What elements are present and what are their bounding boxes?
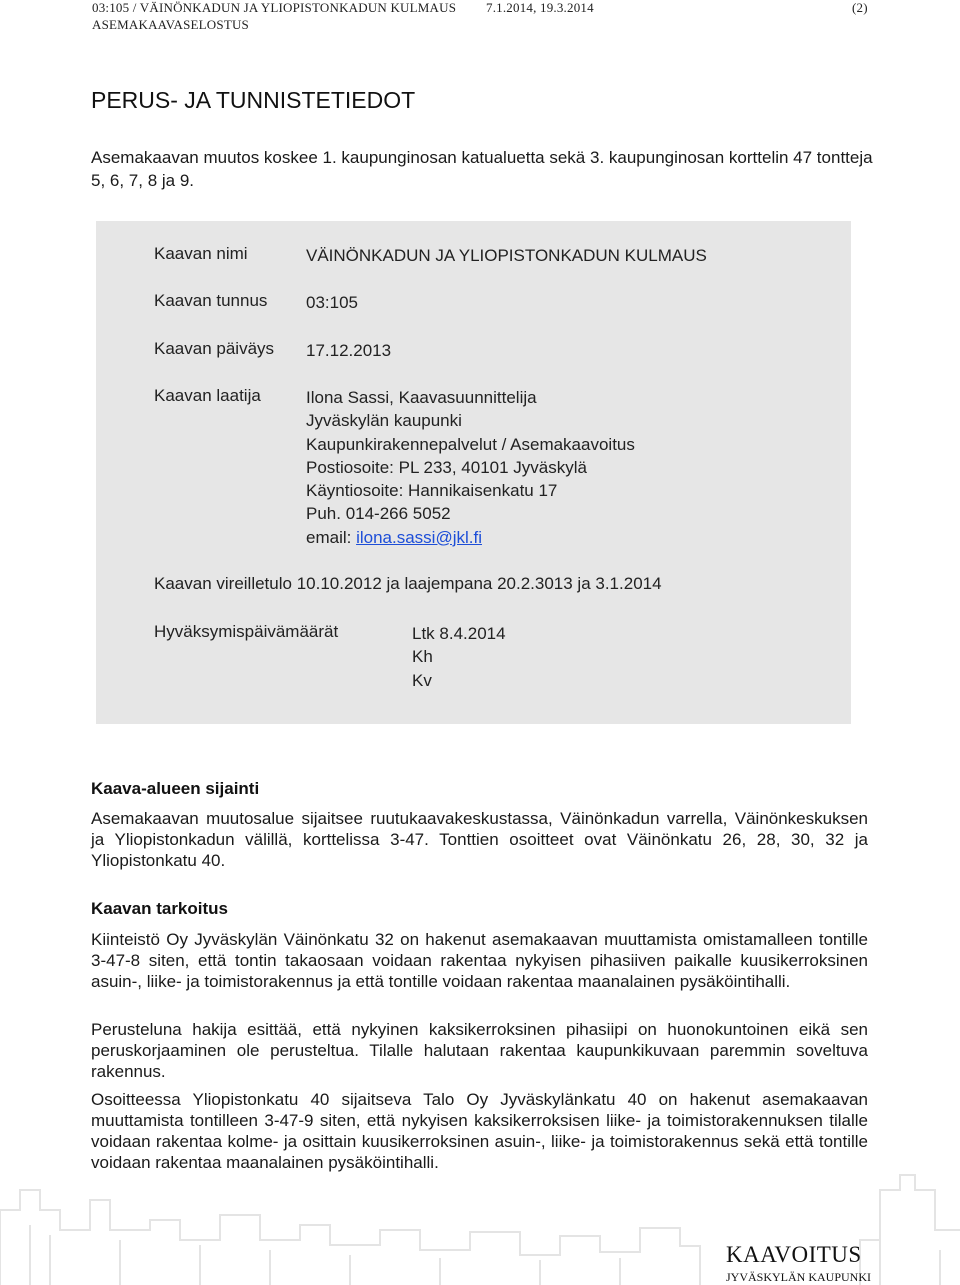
page-title: PERUS- JA TUNNISTETIEDOT (91, 87, 416, 113)
purpose-heading: Kaavan tarkoitus (91, 899, 228, 918)
plan-name-value: VÄINÖNKADUN JA YLIOPISTONKADUN KULMAUS (306, 246, 707, 265)
author-line: Postiosoite: PL 233, 40101 Jyväskylä (306, 457, 587, 477)
author-line: Puh. 014-266 5052 (306, 504, 451, 524)
approval-list (412, 622, 506, 692)
author-line: Ilona Sassi, Kaavasuunnittelija (306, 388, 537, 407)
author-line: Jyväskylän kaupunki (306, 411, 462, 431)
approval-item: Kh (412, 647, 433, 667)
intro-paragraph: Asemakaavan muutos koskee 1. kaupunginosan katualuetta sekä 3. kaupunginosan korttelin 47 tontteja 5, 6, 7, 8 ja 9. (91, 148, 873, 190)
plan-date-label: Kaavan päiväys (154, 339, 275, 358)
running-header-dates: 7.1.2014, 19.3.2014 (486, 0, 594, 15)
plan-id-value: 03:105 (306, 293, 358, 312)
running-header-doctype: ASEMAKAAVASELOSTUS (92, 17, 249, 32)
purpose-paragraph-1: Kiinteistö Oy Jyväskylän Väinönkatu 32 on hakenut asemakaavan muuttamista omistamalleen tontille 3-47-8 siten, että tontin takaosaan voidaan rakentaa nykyisen pihasiiven paikalle kuusikerroksinen asuin-, liike- ja toimistorakennus ja että tontille voidaan rakentaa maanalainen pysäköintihalli. (91, 930, 868, 991)
plan-author-label: Kaavan laatija (154, 386, 261, 405)
plan-info-box (96, 221, 851, 724)
kaavoitus-logo: KAAVOITUS (726, 1242, 862, 1267)
email-link[interactable]: ilona.sassi@jkl.fi (356, 527, 482, 547)
approval-label: Hyväksymispäivämäärät (154, 622, 339, 641)
approval-item: Kv (412, 670, 432, 690)
plan-name-label: Kaavan nimi (154, 244, 248, 263)
author-line: Kaupunkirakennepalvelut / Asemakaavoitus (306, 434, 635, 454)
plan-author-block (306, 386, 635, 549)
plan-hearing-text: Kaavan vireilletulo 10.10.2012 ja laajempana 20.2.3013 ja 3.1.2014 (154, 574, 662, 593)
author-email-line (306, 526, 635, 549)
purpose-paragraph-3: Osoitteessa Yliopistonkatu 40 sijaitseva Talo Oy Jyväskylänkatu 40 on hakenut asemakaavan muuttamista tontilleen 3-47-9 siten, että nykyisen kaksikerroksisen liike- ja toimistorakennuksen tilalle voidaan rakentaa kolme- ja osittain kuusikerroksinen asuin-, liike- ja toimistorakennus sekä että tontille voidaan rakentaa maanalainen pysäköintihalli. (91, 1090, 868, 1172)
approval-item: Ltk 8.4.2014 (412, 624, 506, 643)
purpose-paragraph-2: Perusteluna hakija esittää, että nykyinen kaksikerroksinen pihasiipi on huonokuntoinen eikä sen peruskorjaaminen ole perusteltua. Tilalle halutaan rakentaa kaupunkikuvaan paremmin soveltuva rakennus. (91, 1020, 868, 1081)
location-heading: Kaava-alueen sijainti (91, 779, 260, 798)
location-paragraph: Asemakaavan muutosalue sijaitsee ruutukaavakeskustassa, Väinönkadun varrella, Väinönkeskuksen ja Yliopistonkadun välillä, korttelissa 3-47. Tonttien osoitteet ovat Väinönkatu 26, 28, 30, 32 ja Yliopistonkatu 40. (91, 809, 868, 870)
email-label: email: (306, 527, 357, 547)
kaavoitus-logo-subtitle: JYVÄSKYLÄN KAUPUNKI (726, 1270, 872, 1284)
plan-date-value: 17.12.2013 (306, 341, 392, 360)
page-number: (2) (852, 0, 868, 15)
running-header-title: 03:105 / VÄINÖNKADUN JA YLIOPISTONKADUN KULMAUS (92, 0, 457, 15)
author-line: Käyntiosoite: Hannikaisenkatu 17 (306, 481, 558, 501)
plan-id-label: Kaavan tunnus (154, 291, 268, 310)
